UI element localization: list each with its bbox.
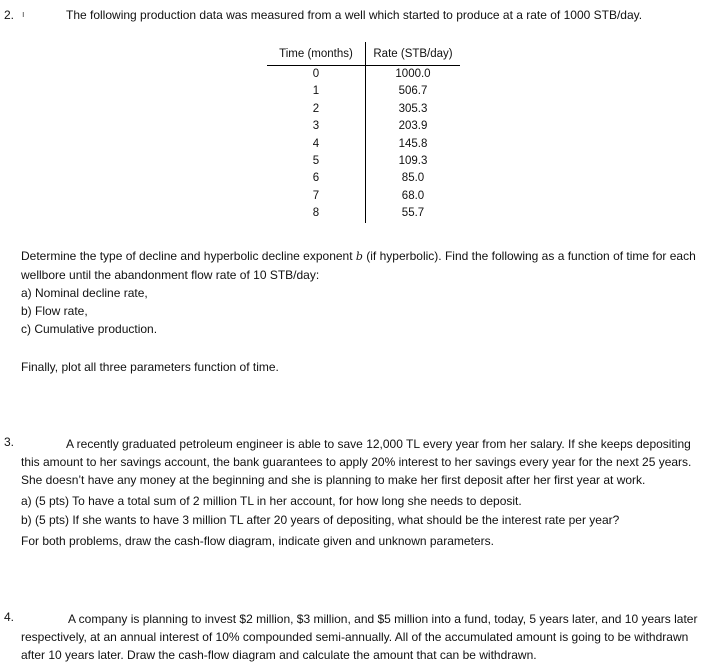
question-3-line3: She doesn’t have any money at the beginning and she is planning to make her first deposit after her first year at work.: [21, 473, 646, 487]
production-data-table: [267, 42, 460, 223]
time-cell: 1: [267, 83, 366, 100]
table-row: [267, 188, 460, 205]
rate-cell: 203.9: [398, 120, 428, 133]
question-4-line2: respectively, at an annual interest of 10% compounded semi-annually. All of the accumulated amount is going to be withdrawn: [21, 630, 689, 644]
time-cell: 2: [267, 101, 366, 118]
question-2-instructions: [21, 247, 721, 338]
question-4-line1: A company is planning to invest $2 million, $3 million, and $5 million into a fund, today, 5 years later, and 10 years later: [68, 612, 698, 626]
rate-cell: 85.0: [401, 172, 425, 185]
rate-cell: 305.3: [398, 102, 428, 115]
time-cell: 8: [267, 205, 366, 222]
rate-cell: 506.7: [398, 85, 428, 98]
tick-mark: ı: [22, 9, 25, 19]
question-3-note: For both problems, draw the cash-flow diagram, indicate given and unknown parameters.: [21, 534, 494, 548]
question-3-line1: A recently graduated petroleum engineer is able to save 12,000 TL every year from her salary. If she keeps depositing: [66, 437, 691, 451]
header-rate: Rate (STB/day): [373, 47, 453, 60]
time-cell: 7: [267, 188, 366, 205]
question-2-intro: The following production data was measured from a well which started to produce at a rate of 1000 STB/day.: [66, 8, 643, 22]
table-row: [267, 83, 460, 100]
rate-cell: 55.7: [401, 207, 425, 220]
list-item-b: b) Flow rate,: [21, 304, 88, 318]
question-3-part-b: b) (5 pts) If she wants to have 3 million TL after 20 years of depositing, what should be the interest rate per year?: [21, 513, 620, 527]
question-2-number: 2.: [4, 8, 15, 22]
question-4-number: 4.: [4, 610, 15, 624]
question-3-text: [21, 435, 721, 489]
table-row: [267, 205, 460, 222]
instruction-line1-pre: Determine the type of decline and hyperbolic decline exponent: [21, 249, 356, 263]
question-3-line2: this amount to her savings account, the bank guarantees to apply 20% interest to her savings every year for the next 25 years.: [21, 455, 692, 469]
rate-cell: 109.3: [398, 155, 428, 168]
question-2-final: Finally, plot all three parameters function of time.: [21, 360, 279, 374]
table-row: [267, 118, 460, 135]
decline-exponent-variable: b: [355, 250, 363, 263]
table-row: [267, 101, 460, 118]
table-row: [267, 170, 460, 187]
rate-cell: 1000.0: [395, 68, 431, 80]
time-cell: 3: [267, 118, 366, 135]
rate-cell: 68.0: [401, 189, 425, 202]
table-row: [267, 136, 460, 153]
list-item-a: a) Nominal decline rate,: [21, 286, 148, 300]
question-4-text: [21, 610, 721, 664]
instruction-line1-post: (if hyperbolic). Find the following as a function of time for each: [362, 249, 696, 263]
header-time: Time (months): [267, 42, 366, 66]
time-cell: 0: [267, 66, 366, 84]
time-cell: 4: [267, 136, 366, 153]
table-row: [267, 66, 460, 84]
time-cell: 6: [267, 170, 366, 187]
list-item-c: c) Cumulative production.: [21, 322, 158, 336]
question-4-line3: after 10 years later. Draw the cash-flow diagram and calculate the amount that can be withdrawn.: [21, 648, 537, 662]
rate-cell: 145.8: [398, 137, 428, 150]
table-row: [267, 153, 460, 170]
question-3-number: 3.: [4, 435, 15, 449]
instruction-line2: wellbore until the abandonment flow rate of 10 STB/day:: [21, 268, 320, 282]
time-cell: 5: [267, 153, 366, 170]
question-3-part-a: a) (5 pts) To have a total sum of 2 million TL in her account, for how long she needs to deposit.: [21, 494, 522, 508]
